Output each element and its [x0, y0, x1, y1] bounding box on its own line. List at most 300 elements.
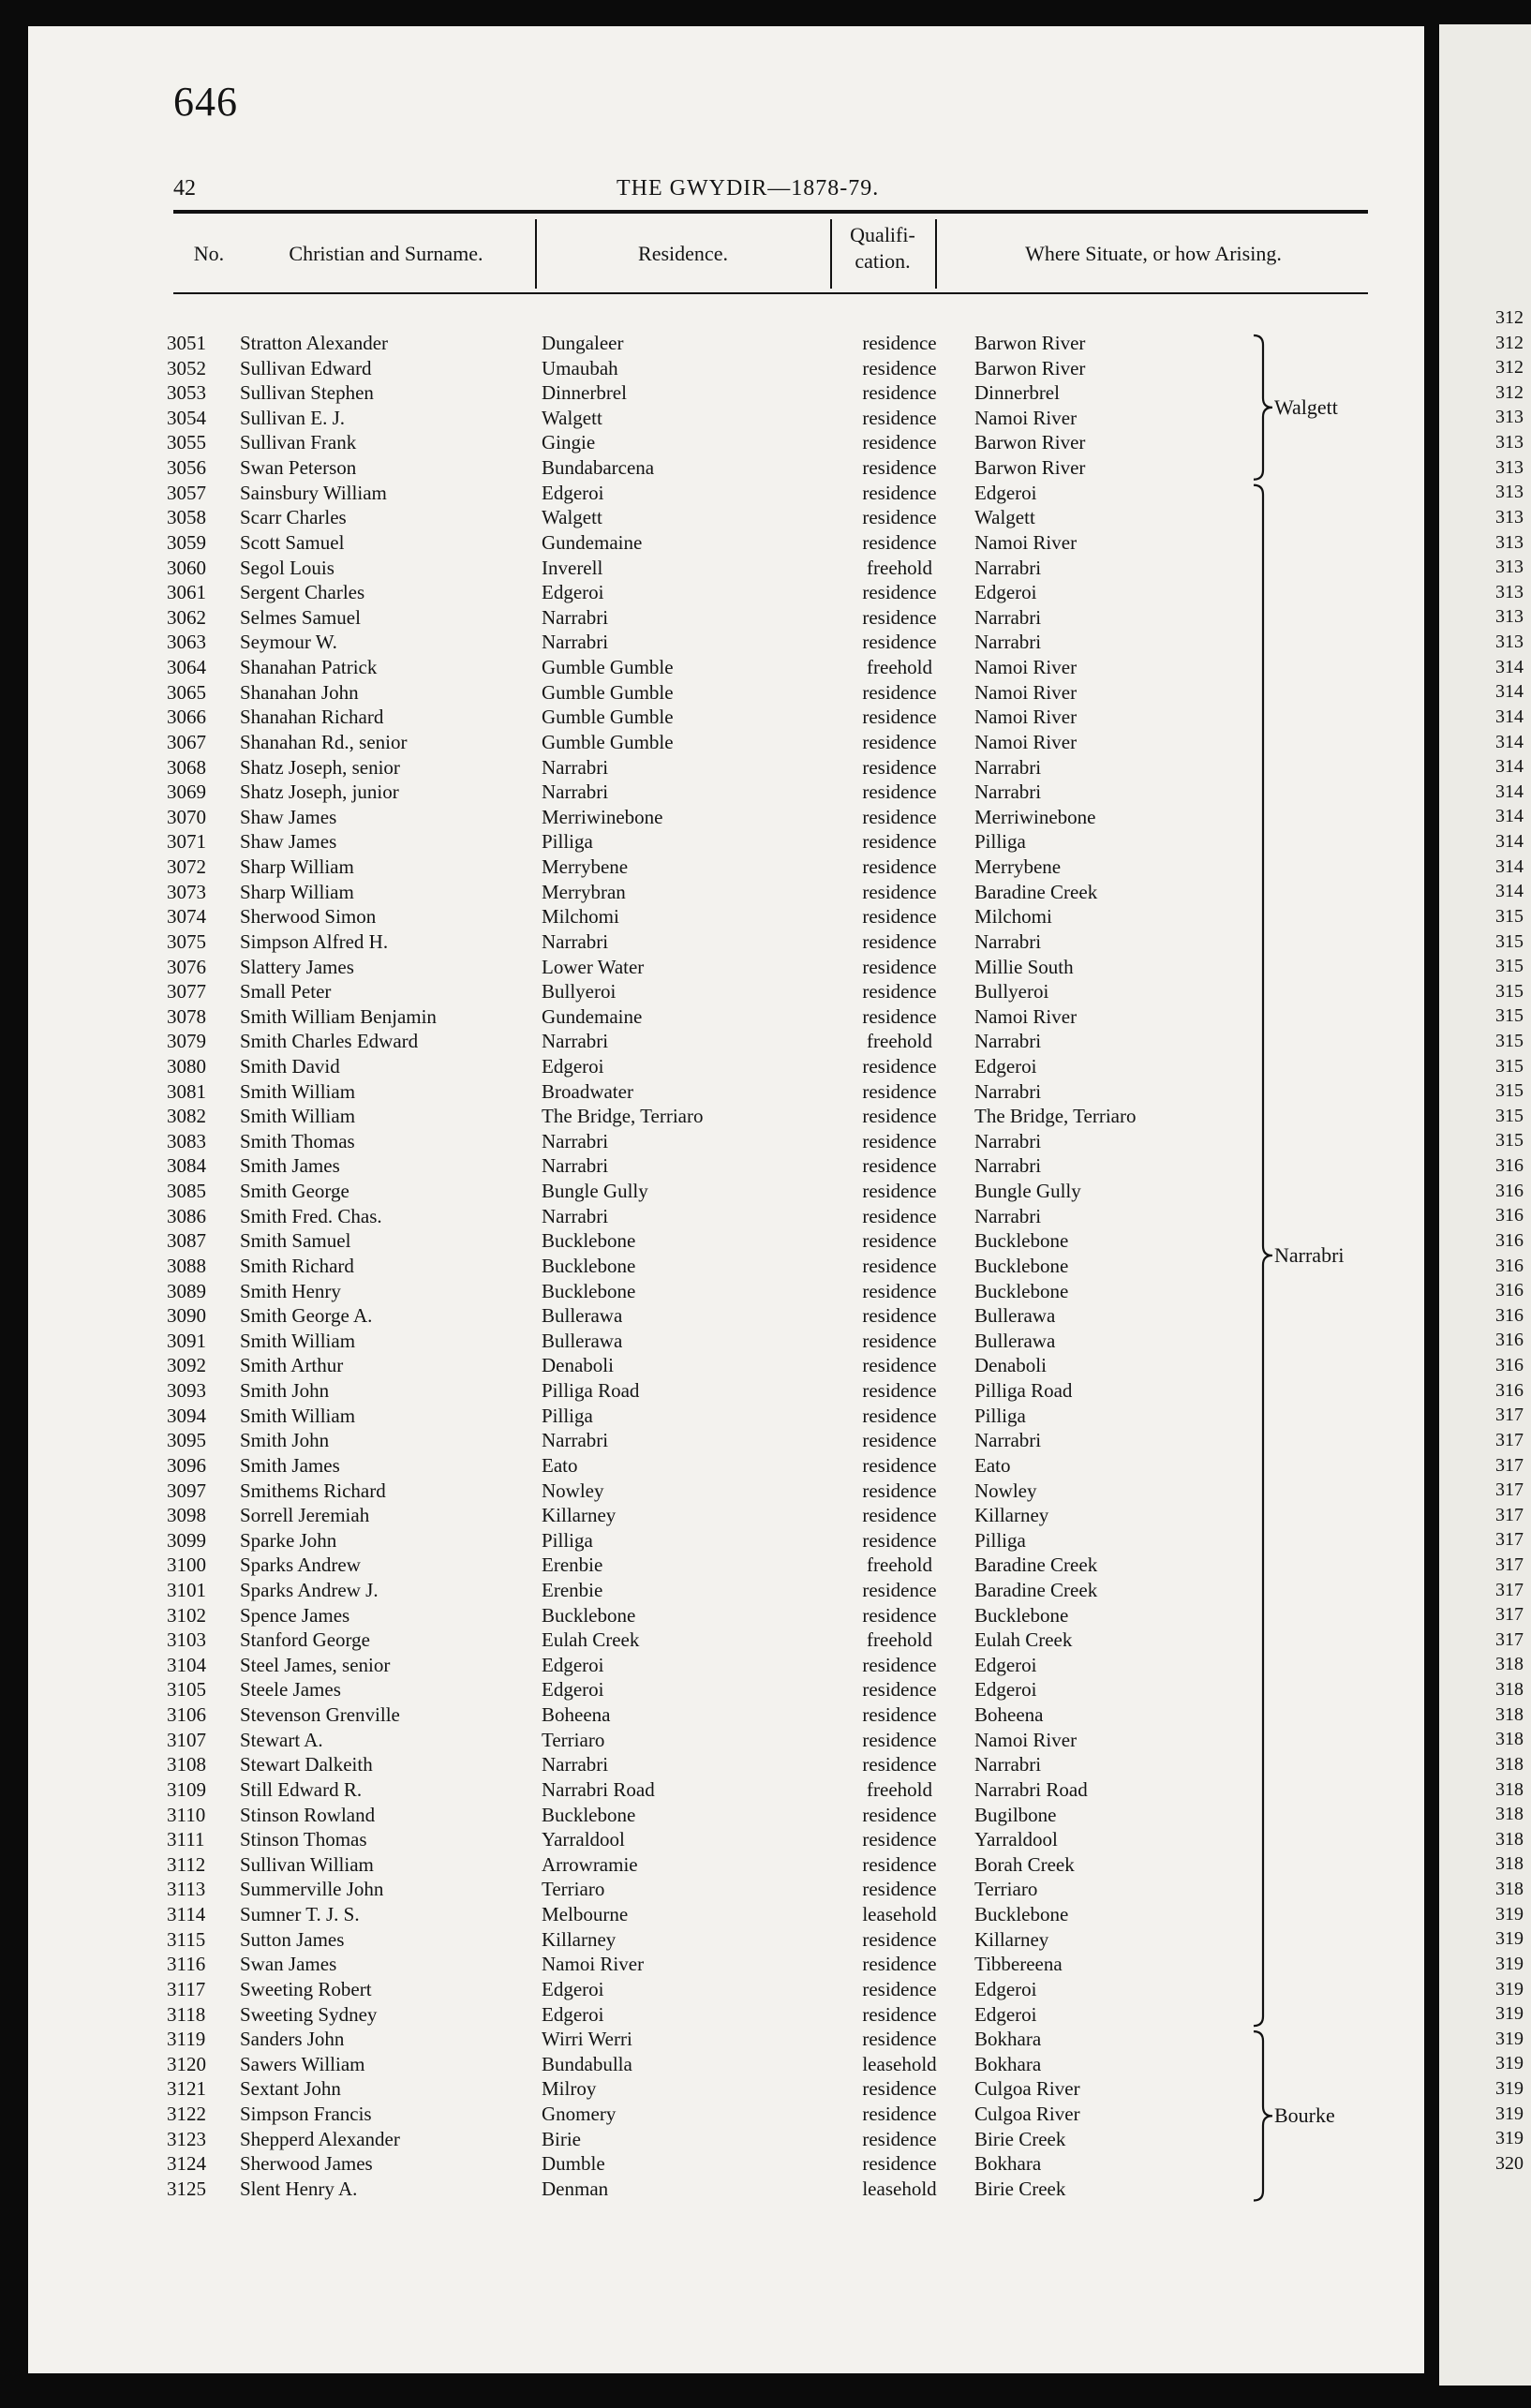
next-page-number: 318 — [1495, 1853, 1524, 1875]
elector-name: Sergent Charles — [240, 581, 365, 604]
elector-qualification: residence — [862, 381, 937, 405]
elector-where-situate: Walgett — [974, 506, 1035, 529]
next-page-number: 315 — [1495, 1130, 1524, 1152]
elector-qualification: residence — [862, 1852, 937, 1876]
elector-name: Stevenson Grenville — [240, 1703, 400, 1727]
elector-name: Smith John — [240, 1379, 330, 1403]
elector-where-situate: Boheena — [974, 1703, 1044, 1727]
district-brace — [1254, 485, 1272, 2026]
elector-residence: Birie — [542, 2127, 581, 2150]
elector-qualification: residence — [862, 456, 937, 480]
elector-number: 3057 — [167, 481, 206, 504]
elector-qualification: residence — [862, 2077, 937, 2101]
elector-residence: Gumble Gumble — [542, 656, 674, 679]
elector-residence: Edgeroi — [542, 581, 604, 604]
elector-residence: Gundemaine — [542, 530, 643, 554]
next-page-number: 320 — [1495, 2152, 1524, 2174]
elector-where-situate: Narrabri — [974, 1753, 1042, 1776]
elector-name: Sorrell Jeremiah — [240, 1504, 370, 1527]
elector-residence: Pilliga Road — [542, 1379, 640, 1403]
elector-name: Smith William — [240, 1404, 356, 1427]
elector-number: 3083 — [167, 1129, 206, 1152]
next-page-number: 319 — [1495, 2003, 1524, 2025]
elector-qualification: residence — [862, 1528, 937, 1552]
elector-where-situate: Namoi River — [974, 706, 1078, 729]
elector-qualification: residence — [862, 1753, 937, 1776]
next-page-number: 314 — [1495, 656, 1524, 677]
elector-name: Sainsbury William — [240, 481, 387, 504]
elector-name: Smith Charles Edward — [240, 1030, 419, 1053]
elector-qualification: residence — [862, 730, 937, 753]
next-page-number: 317 — [1495, 1529, 1524, 1551]
elector-where-situate: Nowley — [974, 1479, 1037, 1502]
elector-name: Shepperd Alexander — [240, 2127, 400, 2150]
elector-where-situate: The Bridge, Terriaro — [974, 1105, 1137, 1128]
elector-number: 3120 — [167, 2052, 206, 2075]
elector-residence: Namoi River — [542, 1953, 645, 1976]
next-page-number: 317 — [1495, 1579, 1524, 1600]
next-page-number: 318 — [1495, 1753, 1524, 1775]
next-page-number: 316 — [1495, 1255, 1524, 1276]
elector-where-situate: Birie Creek — [974, 2127, 1066, 2150]
elector-number: 3088 — [167, 1254, 206, 1277]
next-page-number: 314 — [1495, 731, 1524, 752]
next-page-number: 318 — [1495, 1879, 1524, 1900]
elector-residence: Bucklebone — [542, 1254, 636, 1277]
elector-number: 3096 — [167, 1453, 206, 1477]
elector-qualification: residence — [862, 706, 937, 729]
elector-name: Slattery James — [240, 955, 354, 978]
elector-where-situate: Narrabri — [974, 631, 1042, 654]
elector-number: 3085 — [167, 1180, 206, 1203]
elector-qualification: leasehold — [862, 2177, 937, 2200]
elector-residence: Merrybran — [542, 880, 626, 903]
elector-number: 3087 — [167, 1229, 206, 1253]
elector-qualification: freehold — [867, 1628, 932, 1652]
elector-name: Smith Thomas — [240, 1129, 355, 1152]
elector-where-situate: Milchomi — [974, 905, 1052, 929]
elector-qualification: residence — [862, 1304, 937, 1328]
elector-number: 3068 — [167, 755, 206, 779]
elector-name: Shanahan Patrick — [240, 656, 378, 679]
elector-number: 3115 — [167, 1927, 206, 1951]
elector-where-situate: Birie Creek — [974, 2177, 1066, 2200]
next-page-number: 319 — [1495, 2078, 1524, 2100]
elector-qualification: residence — [862, 1204, 937, 1227]
elector-name: Steele James — [240, 1678, 341, 1702]
elector-number: 3111 — [167, 1828, 205, 1851]
elector-residence: Melbourne — [542, 1903, 629, 1926]
elector-qualification: residence — [862, 1878, 937, 1901]
elector-where-situate: Narrabri — [974, 605, 1042, 629]
elector-number: 3121 — [167, 2077, 206, 2101]
elector-number: 3055 — [167, 431, 206, 454]
elector-where-situate: Bucklebone — [974, 1603, 1069, 1627]
elector-number: 3108 — [167, 1753, 206, 1776]
elector-qualification: residence — [862, 332, 937, 354]
elector-name: Smith Fred. Chas. — [240, 1204, 382, 1227]
elector-where-situate: Narrabri — [974, 1079, 1042, 1103]
elector-number: 3107 — [167, 1728, 206, 1751]
elector-name: Spence James — [240, 1603, 350, 1627]
elector-where-situate: Edgeroi — [974, 1977, 1037, 2000]
elector-number: 3062 — [167, 605, 206, 629]
elector-number: 3063 — [167, 631, 206, 654]
elector-name: Smith David — [240, 1054, 340, 1078]
next-page-number: 315 — [1495, 956, 1524, 977]
elector-qualification: residence — [862, 1479, 937, 1502]
next-page-number: 314 — [1495, 855, 1524, 877]
elector-qualification: residence — [862, 780, 937, 804]
elector-name: Sullivan Edward — [240, 356, 372, 379]
elector-qualification: residence — [862, 1927, 937, 1951]
elector-qualification: leasehold — [862, 1903, 937, 1926]
elector-number: 3084 — [167, 1154, 206, 1178]
elector-number: 3056 — [167, 456, 206, 480]
elector-residence: Milroy — [542, 2077, 597, 2101]
elector-qualification: residence — [862, 1453, 937, 1477]
elector-number: 3075 — [167, 929, 206, 953]
elector-residence: Bucklebone — [542, 1603, 636, 1627]
elector-where-situate: Edgeroi — [974, 481, 1037, 504]
elector-number: 3054 — [167, 406, 206, 429]
next-page-number: 317 — [1495, 1504, 1524, 1525]
next-page-number: 317 — [1495, 1554, 1524, 1575]
elector-qualification: freehold — [867, 1553, 932, 1577]
next-page-number: 313 — [1495, 407, 1524, 428]
elector-name: Seymour W. — [240, 631, 337, 654]
elector-qualification: residence — [862, 1329, 937, 1352]
elector-where-situate: Namoi River — [974, 656, 1078, 679]
next-page-number: 319 — [1495, 1978, 1524, 1999]
elector-number: 3103 — [167, 1628, 206, 1652]
elector-residence: Nowley — [542, 1479, 604, 1502]
next-page-number: 313 — [1495, 632, 1524, 653]
elector-qualification: freehold — [867, 1777, 932, 1801]
next-page-number: 314 — [1495, 706, 1524, 727]
running-head: THE GWYDIR—1878-79. — [617, 176, 880, 201]
elector-name: Smith Richard — [240, 1254, 354, 1277]
elector-where-situate: Narrabri — [974, 929, 1042, 953]
next-page-number: 314 — [1495, 831, 1524, 853]
elector-name: Smith George A. — [240, 1304, 373, 1328]
next-page-number: 318 — [1495, 1679, 1524, 1701]
elector-name: Sextant John — [240, 2077, 341, 2101]
elector-number: 3076 — [167, 955, 206, 978]
district-brace — [1254, 335, 1272, 480]
elector-number: 3066 — [167, 706, 206, 729]
next-page-number: 316 — [1495, 1229, 1524, 1251]
elector-number: 3081 — [167, 1079, 206, 1103]
elector-qualification: residence — [862, 855, 937, 879]
elector-qualification: residence — [862, 2002, 937, 2026]
elector-residence: Wirri Werri — [542, 2028, 632, 2051]
elector-qualification: residence — [862, 1404, 937, 1427]
elector-number: 3116 — [167, 1953, 206, 1976]
elector-residence: Edgeroi — [542, 2002, 604, 2026]
elector-qualification: residence — [862, 955, 937, 978]
elector-number: 3118 — [167, 2002, 206, 2026]
elector-where-situate: Pilliga — [974, 830, 1026, 854]
elector-qualification: freehold — [867, 1030, 932, 1053]
elector-name: Smith George — [240, 1180, 349, 1203]
elector-where-situate: Narrabri — [974, 1030, 1042, 1053]
district-braces — [28, 26, 1424, 2373]
elector-name: Smith Arthur — [240, 1354, 344, 1377]
next-page-number: 316 — [1495, 1355, 1524, 1376]
elector-residence: Inverell — [542, 556, 603, 579]
elector-qualification: residence — [862, 1728, 937, 1751]
next-page-number: 316 — [1495, 1304, 1524, 1326]
elector-qualification: residence — [862, 356, 937, 379]
elector-qualification: residence — [862, 431, 937, 454]
elector-qualification: residence — [862, 1953, 937, 1976]
elector-qualification: residence — [862, 506, 937, 529]
elector-residence: Dumble — [542, 2152, 605, 2176]
elector-number: 3097 — [167, 1479, 206, 1502]
elector-residence: Terriaro — [542, 1728, 605, 1751]
elector-qualification: residence — [862, 1429, 937, 1452]
elector-where-situate: Merriwinebone — [974, 805, 1096, 828]
elector-where-situate: Culgoa River — [974, 2077, 1080, 2101]
elector-qualification: residence — [862, 1678, 937, 1702]
elector-where-situate: Narrabri — [974, 556, 1042, 579]
elector-residence: Gundemaine — [542, 1004, 643, 1028]
elector-residence: Bungle Gully — [542, 1180, 648, 1203]
elector-name: Shaw James — [240, 830, 337, 854]
elector-where-situate: Barwon River — [974, 356, 1086, 379]
elector-number: 3102 — [167, 1603, 206, 1627]
elector-name: Stinson Thomas — [240, 1828, 367, 1851]
column-header-no: No. — [193, 242, 225, 265]
elector-number: 3065 — [167, 680, 206, 704]
elector-residence: Narrabri — [542, 1753, 609, 1776]
elector-residence: Narrabri — [542, 631, 609, 654]
next-page-number: 317 — [1495, 1405, 1524, 1426]
elector-name: Selmes Samuel — [240, 605, 361, 629]
elector-qualification: residence — [862, 1079, 937, 1103]
column-header-qualification-line1: Qualifi- — [850, 223, 915, 246]
elector-qualification: freehold — [867, 556, 932, 579]
elector-residence: Edgeroi — [542, 1653, 604, 1676]
elector-number: 3124 — [167, 2152, 206, 2176]
elector-number: 3051 — [167, 332, 206, 354]
column-header-name: Christian and Surname. — [289, 242, 483, 265]
elector-residence: Lower Water — [542, 955, 645, 978]
elector-residence: Bucklebone — [542, 1279, 636, 1302]
district-label: Walgett — [1274, 394, 1338, 419]
elector-name: Sparke John — [240, 1528, 337, 1552]
elector-residence: Narrabri Road — [542, 1777, 655, 1801]
elector-qualification: residence — [862, 805, 937, 828]
elector-number: 3125 — [167, 2177, 206, 2200]
elector-residence: Narrabri — [542, 605, 609, 629]
elector-where-situate: Namoi River — [974, 1728, 1078, 1751]
elector-qualification: residence — [862, 1828, 937, 1851]
elector-name: Sherwood Simon — [240, 905, 377, 929]
next-page-number: 318 — [1495, 1703, 1524, 1725]
elector-residence: Walgett — [542, 506, 602, 529]
elector-number: 3117 — [167, 1977, 206, 2000]
elector-name: Sparks Andrew J. — [240, 1579, 379, 1601]
elector-residence: The Bridge, Terriaro — [542, 1105, 704, 1128]
elector-name: Summerville John — [240, 1878, 384, 1901]
elector-name: Sullivan Stephen — [240, 381, 374, 405]
elector-name: Sullivan E. J. — [240, 406, 346, 429]
elector-number: 3086 — [167, 1204, 206, 1227]
elector-qualification: residence — [862, 631, 937, 654]
elector-qualification: residence — [862, 1603, 937, 1627]
elector-residence: Edgeroi — [542, 481, 604, 504]
next-page-number: 314 — [1495, 806, 1524, 827]
elector-number: 3122 — [167, 2103, 206, 2126]
next-page-number: 315 — [1495, 930, 1524, 952]
elector-qualification: residence — [862, 1229, 937, 1253]
elector-where-situate: Namoi River — [974, 1004, 1078, 1028]
elector-name: Simpson Alfred H. — [240, 929, 389, 953]
elector-residence: Umaubah — [542, 356, 618, 379]
elector-residence: Gnomery — [542, 2103, 617, 2126]
elector-where-situate: Bucklebone — [974, 1279, 1069, 1302]
elector-where-situate: Narrabri — [974, 1204, 1042, 1227]
elector-name: Shanahan Richard — [240, 706, 384, 729]
elector-name: Simpson Francis — [240, 2103, 372, 2126]
elector-name: Stinson Rowland — [240, 1803, 376, 1826]
elector-qualification: residence — [862, 1703, 937, 1727]
elector-name: Sharp William — [240, 855, 354, 879]
next-page-number: 315 — [1495, 905, 1524, 927]
ledger-page — [28, 26, 1424, 2373]
next-page-number: 315 — [1495, 1105, 1524, 1126]
elector-where-situate: Bucklebone — [974, 1254, 1069, 1277]
elector-name: Smith William — [240, 1329, 356, 1352]
elector-name: Smith Henry — [240, 1279, 341, 1302]
elector-number: 3106 — [167, 1703, 206, 1727]
elector-number: 3069 — [167, 780, 206, 804]
next-page-number: 316 — [1495, 1330, 1524, 1351]
elector-number: 3058 — [167, 506, 206, 529]
next-page-number: 318 — [1495, 1778, 1524, 1800]
elector-number: 3082 — [167, 1105, 206, 1128]
elector-number: 3060 — [167, 556, 206, 579]
next-page-number: 319 — [1495, 1903, 1524, 1925]
next-page-number: 318 — [1495, 1654, 1524, 1675]
elector-where-situate: Edgeroi — [974, 1678, 1037, 1702]
elector-qualification: leasehold — [862, 2052, 937, 2075]
elector-residence: Denman — [542, 2177, 609, 2200]
page-number: 42 — [173, 176, 196, 201]
elector-qualification: residence — [862, 905, 937, 929]
elector-name: Smith William — [240, 1079, 356, 1103]
next-page-number: 317 — [1495, 1454, 1524, 1476]
elector-residence: Edgeroi — [542, 1054, 604, 1078]
elector-qualification: residence — [862, 1504, 937, 1527]
elector-name: Stewart A. — [240, 1728, 323, 1751]
elector-where-situate: Narrabri — [974, 1154, 1042, 1178]
elector-qualification: residence — [862, 1004, 937, 1028]
next-page-number: 313 — [1495, 432, 1524, 453]
elector-where-situate: Eato — [974, 1453, 1011, 1477]
next-page-number: 319 — [1495, 2128, 1524, 2149]
next-page-number: 318 — [1495, 1804, 1524, 1825]
column-header-qualification-line2: cation. — [855, 249, 911, 273]
next-page-number: 315 — [1495, 1055, 1524, 1077]
next-page-number: 317 — [1495, 1628, 1524, 1650]
elector-name: Shanahan Rd., senior — [240, 730, 408, 753]
elector-where-situate: Yarraldool — [974, 1828, 1058, 1851]
next-page-number: 316 — [1495, 1205, 1524, 1226]
elector-where-situate: Terriaro — [974, 1878, 1038, 1901]
elector-name: Sweeting Robert — [240, 1977, 372, 2000]
elector-number: 3114 — [167, 1903, 206, 1926]
elector-number: 3070 — [167, 805, 206, 828]
next-page-number: 319 — [1495, 2053, 1524, 2074]
elector-qualification: residence — [862, 2127, 937, 2150]
elector-residence: Denaboli — [542, 1354, 614, 1377]
next-page-number: 319 — [1495, 1953, 1524, 1974]
elector-number: 3091 — [167, 1329, 206, 1352]
elector-where-situate: Edgeroi — [974, 1054, 1037, 1078]
district-label: Narrabri — [1274, 1242, 1345, 1267]
next-page-number: 316 — [1495, 1379, 1524, 1401]
elector-residence: Bucklebone — [542, 1229, 636, 1253]
elector-residence: Bullerawa — [542, 1329, 623, 1352]
elector-where-situate: Bokhara — [974, 2152, 1042, 2176]
elector-residence: Narrabri — [542, 1030, 609, 1053]
elector-where-situate: Millie South — [974, 955, 1074, 978]
next-page-number: 313 — [1495, 531, 1524, 553]
elector-qualification: residence — [862, 481, 937, 504]
elector-qualification: residence — [862, 1105, 937, 1128]
elector-qualification: residence — [862, 1977, 937, 2000]
elector-where-situate: Baradine Creek — [974, 1553, 1098, 1577]
elector-name: Shatz Joseph, junior — [240, 780, 399, 804]
elector-where-situate: Barwon River — [974, 456, 1086, 480]
elector-residence: Killarney — [542, 1927, 617, 1951]
elector-qualification: residence — [862, 530, 937, 554]
elector-qualification: residence — [862, 1803, 937, 1826]
elector-name: Steel James, senior — [240, 1653, 391, 1676]
elector-number: 3074 — [167, 905, 206, 929]
elector-where-situate: Eulah Creek — [974, 1628, 1073, 1652]
elector-residence: Arrowramie — [542, 1852, 638, 1876]
elector-where-situate: Bucklebone — [974, 1229, 1069, 1253]
next-page-number: 314 — [1495, 756, 1524, 778]
elector-qualification: residence — [862, 605, 937, 629]
elector-qualification: residence — [862, 1579, 937, 1601]
elector-name: Stratton Alexander — [240, 332, 389, 354]
next-page-number: 313 — [1495, 581, 1524, 602]
elector-where-situate: Bullyeroi — [974, 980, 1049, 1003]
elector-where-situate: Namoi River — [974, 680, 1078, 704]
elector-qualification: residence — [862, 1254, 937, 1277]
elector-residence: Dinnerbrel — [542, 381, 627, 405]
elector-number: 3079 — [167, 1030, 206, 1053]
elector-residence: Narrabri — [542, 1129, 609, 1152]
elector-qualification: residence — [862, 680, 937, 704]
elector-name: Sawers William — [240, 2052, 365, 2075]
column-header-residence: Residence. — [638, 242, 728, 265]
elector-qualification: freehold — [867, 656, 932, 679]
next-page-number: 317 — [1495, 1479, 1524, 1501]
elector-name: Sweeting Sydney — [240, 2002, 378, 2026]
elector-where-situate: Merrybene — [974, 855, 1062, 879]
next-page-number: 312 — [1495, 332, 1524, 353]
next-page-number: 318 — [1495, 1828, 1524, 1850]
elector-number: 3093 — [167, 1379, 206, 1403]
elector-residence: Bundabarcena — [542, 456, 655, 480]
elector-residence: Narrabri — [542, 929, 609, 953]
